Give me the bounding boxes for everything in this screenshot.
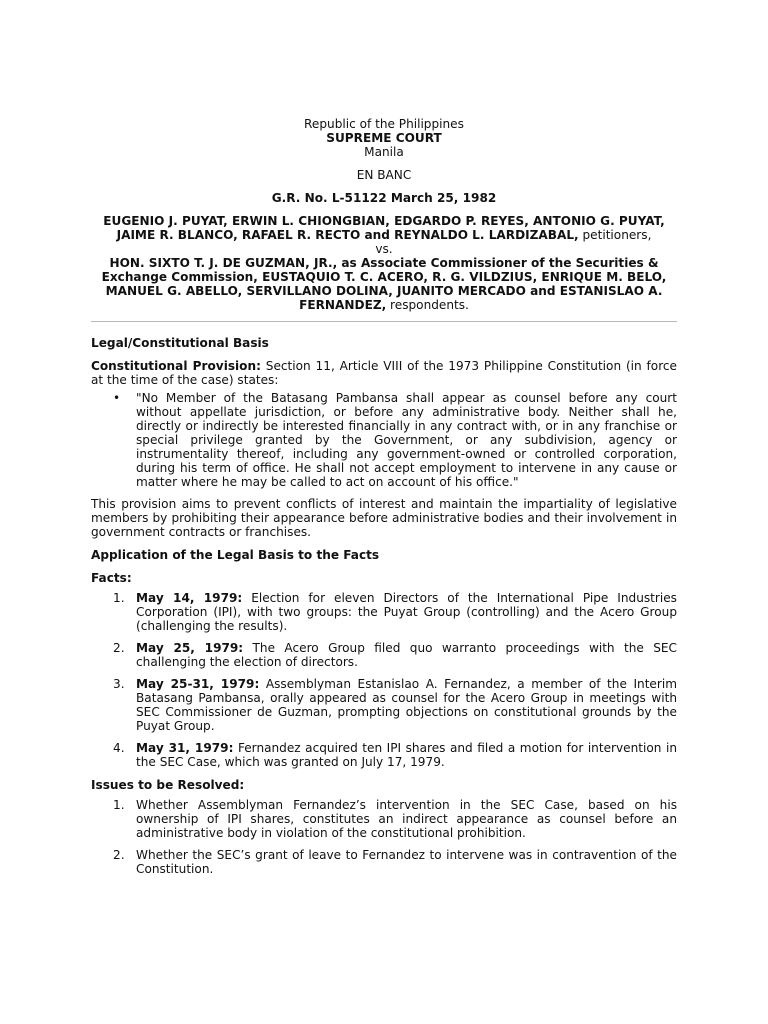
application-heading: Application of the Legal Basis to the Facts <box>91 548 380 562</box>
issues-list <box>91 798 677 876</box>
fact-text: Fernandez acquired ten IPI shares and filed a motion for intervention in the SEC Case, which was granted on July 17, 1979. <box>136 741 677 769</box>
item-number: 1. <box>113 798 125 812</box>
list-item <box>91 641 677 669</box>
versus: vs. <box>375 242 393 256</box>
facts-list <box>91 591 677 769</box>
quote-list <box>91 391 677 489</box>
const-provision-label: Constitutional Provision: <box>91 359 261 373</box>
document-header <box>91 117 677 205</box>
republic-line: Republic of the Philippines <box>304 117 464 131</box>
constitutional-quote: "No Member of the Batasang Pambansa shall appear as counsel before any court without appellate jurisdiction, or before any administrative body. Neither shall he, directly or indirectly be interested financially in any contract with, or in any franchise or special privilege granted by the Government, or any subdivision, agency or instrumentality thereof, including any government-owned or controlled corporation, during his term of office. He shall not accept employment to intervene in any cause or matter where he may be called to act on account of his office." <box>136 391 677 489</box>
const-provision-text: Section 11, Article VIII of the 1973 Philippine Constitution (in force at the time of the case) states: <box>91 359 677 387</box>
legal-basis-heading: Legal/Constitutional Basis <box>91 336 269 350</box>
item-number: 2. <box>113 848 125 862</box>
petitioners-names: EUGENIO J. PUYAT, ERWIN L. CHIONGBIAN, EDGARDO P. REYES, ANTONIO G. PUYAT, JAIME R. BLANCO, RAFAEL R. RECTO and REYNALDO L. LARDIZABAL, <box>103 214 665 242</box>
issue-text: Whether the SEC’s grant of leave to Fernandez to intervene was in contravention of the Constitution. <box>136 848 677 876</box>
petitioners <box>91 214 677 242</box>
fact-date: May 25-31, 1979: <box>136 677 260 691</box>
item-number: 1. <box>113 591 125 605</box>
constitutional-provision <box>91 359 677 387</box>
list-item <box>91 741 677 769</box>
list-item <box>91 677 677 733</box>
list-item <box>91 848 677 876</box>
list-item <box>91 591 677 633</box>
provision-aim: This provision aims to prevent conflicts of interest and maintain the impartiality of legislative members by prohibiting their appearance before administrative bodies and their involvement in government contracts or franchises. <box>91 497 677 539</box>
respondents-names: HON. SIXTO T. J. DE GUZMAN, JR., as Associate Commissioner of the Securities & Exchange Commission, EUSTAQUIO T. C. ACERO, R. G. VILDZIUS, ENRIQUE M. BELO, MANUEL G. ABELLO, SERVILLANO DOLINA, JUANITO MERCADO and ESTANISLAO A. FERNANDEZ, <box>101 256 667 312</box>
court-name: SUPREME COURT <box>326 131 442 145</box>
fact-date: May 14, 1979: <box>136 591 243 605</box>
item-number: 4. <box>113 741 125 755</box>
respondents <box>91 256 677 312</box>
document-page <box>91 117 677 876</box>
fact-text: The Acero Group filed quo warranto proceedings with the SEC challenging the election of directors. <box>136 641 677 669</box>
list-item <box>91 798 677 840</box>
issues-heading: Issues to be Resolved: <box>91 778 245 792</box>
item-number: 3. <box>113 677 125 691</box>
bullet-icon: • <box>113 391 121 405</box>
fact-date: May 25, 1979: <box>136 641 244 655</box>
facts-heading: Facts: <box>91 571 132 585</box>
issue-text: Whether Assemblyman Fernandez’s intervention in the SEC Case, based on his ownership of IPI shares, constitutes an indirect appearance as counsel before an administrative body in violation of the constitutional prohibition. <box>136 798 677 840</box>
parties-block <box>91 214 677 312</box>
court-city: Manila <box>364 145 404 159</box>
fact-text: Assemblyman Estanislao A. Fernandez, a member of the Interim Batasang Pambansa, orally appeared as counsel for the Acero Group in meetings with SEC Commissioner de Guzman, prompting objections on constitutional grounds by the Puyat Group. <box>136 677 677 733</box>
respondents-label: respondents. <box>386 298 469 312</box>
case-number: G.R. No. L-51122 March 25, 1982 <box>271 191 497 205</box>
list-item <box>91 391 677 489</box>
petitioners-label: petitioners, <box>578 228 652 242</box>
division: EN BANC <box>356 168 412 182</box>
divider <box>91 321 677 322</box>
item-number: 2. <box>113 641 125 655</box>
fact-date: May 31, 1979: <box>136 741 234 755</box>
fact-text: Election for eleven Directors of the International Pipe Industries Corporation (IPI), with two groups: the Puyat Group (controlling) and the Acero Group (challenging the results). <box>136 591 677 633</box>
